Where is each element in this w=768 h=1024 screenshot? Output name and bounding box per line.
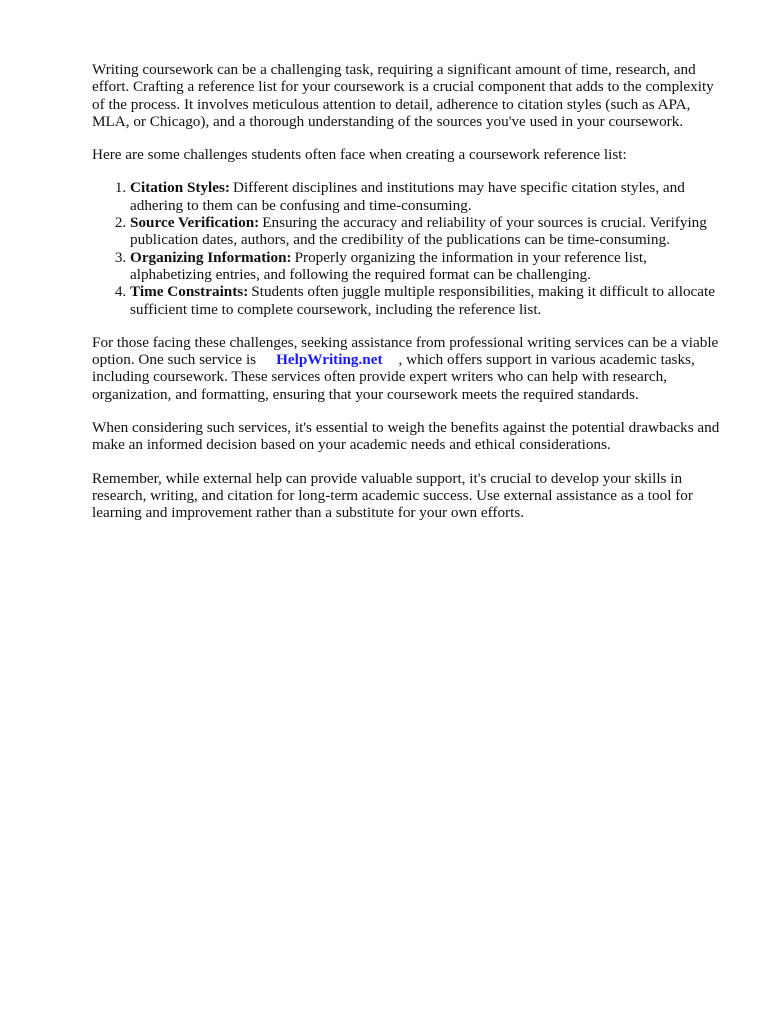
list-item-term: Citation Styles: (130, 179, 230, 197)
helpwriting-link[interactable]: HelpWriting.net (276, 351, 383, 369)
list-item-term: Time Constraints: (130, 283, 249, 301)
list-item (130, 179, 728, 214)
considering-paragraph: When considering such services, it's essential to weigh the benefits against the potential drawbacks and make an informed decision based on your academic needs and ethical considerations. (92, 419, 720, 454)
list-item-term: Source Verification: (130, 214, 260, 232)
list-item-term: Organizing Information: (130, 248, 292, 266)
intro-paragraph: Writing coursework can be a challenging task, requiring a significant amount of time, research, and effort. Crafting a reference list for your coursework is a crucial component that adds to the complexity of the process. It involves meticulous attention to detail, adherence to citation styles (such as APA, MLA, or Chicago), and a thorough understanding of the sources you've used in your coursework. (92, 61, 714, 130)
challenges-intro-paragraph: Here are some challenges students often face when creating a coursework reference list: (92, 146, 627, 164)
list-item-text: Ensuring the accuracy and reliability of your sources is crucial. Verifying publication dates, authors, and the credibility of the publications can be time-consuming. (130, 214, 707, 249)
challenges-list (92, 179, 728, 317)
remember-paragraph: Remember, while external help can provide valuable support, it's crucial to develop your skills in research, writing, and citation for long-term academic success. Use external assistance as a tool for learning and improvement rather than a substitute for your own efforts. (92, 469, 693, 522)
list-item (130, 249, 728, 284)
service-paragraph (92, 334, 728, 403)
list-item-text: Different disciplines and institutions may have specific citation styles, and adhering to them can be confusing and time-consuming. (130, 179, 685, 214)
list-item (130, 214, 728, 249)
list-item (130, 283, 728, 318)
service-paragraph-after: , which offers support in various academic tasks, including coursework. These services often provide expert writers who can help with research, organization, and formatting, ensuring that your coursework meets the required standards. (92, 351, 695, 403)
service-paragraph-before: For those facing these challenges, seeking assistance from professional writing services can be a viable option. One such service is (92, 333, 719, 369)
document-page (92, 61, 728, 538)
list-item-text: Properly organizing the information in your reference list, alphabetizing entries, and following the required format can be challenging. (130, 248, 647, 283)
list-item-text: Students often juggle multiple responsibilities, making it difficult to allocate sufficient time to complete coursework, including the reference list. (130, 283, 715, 318)
